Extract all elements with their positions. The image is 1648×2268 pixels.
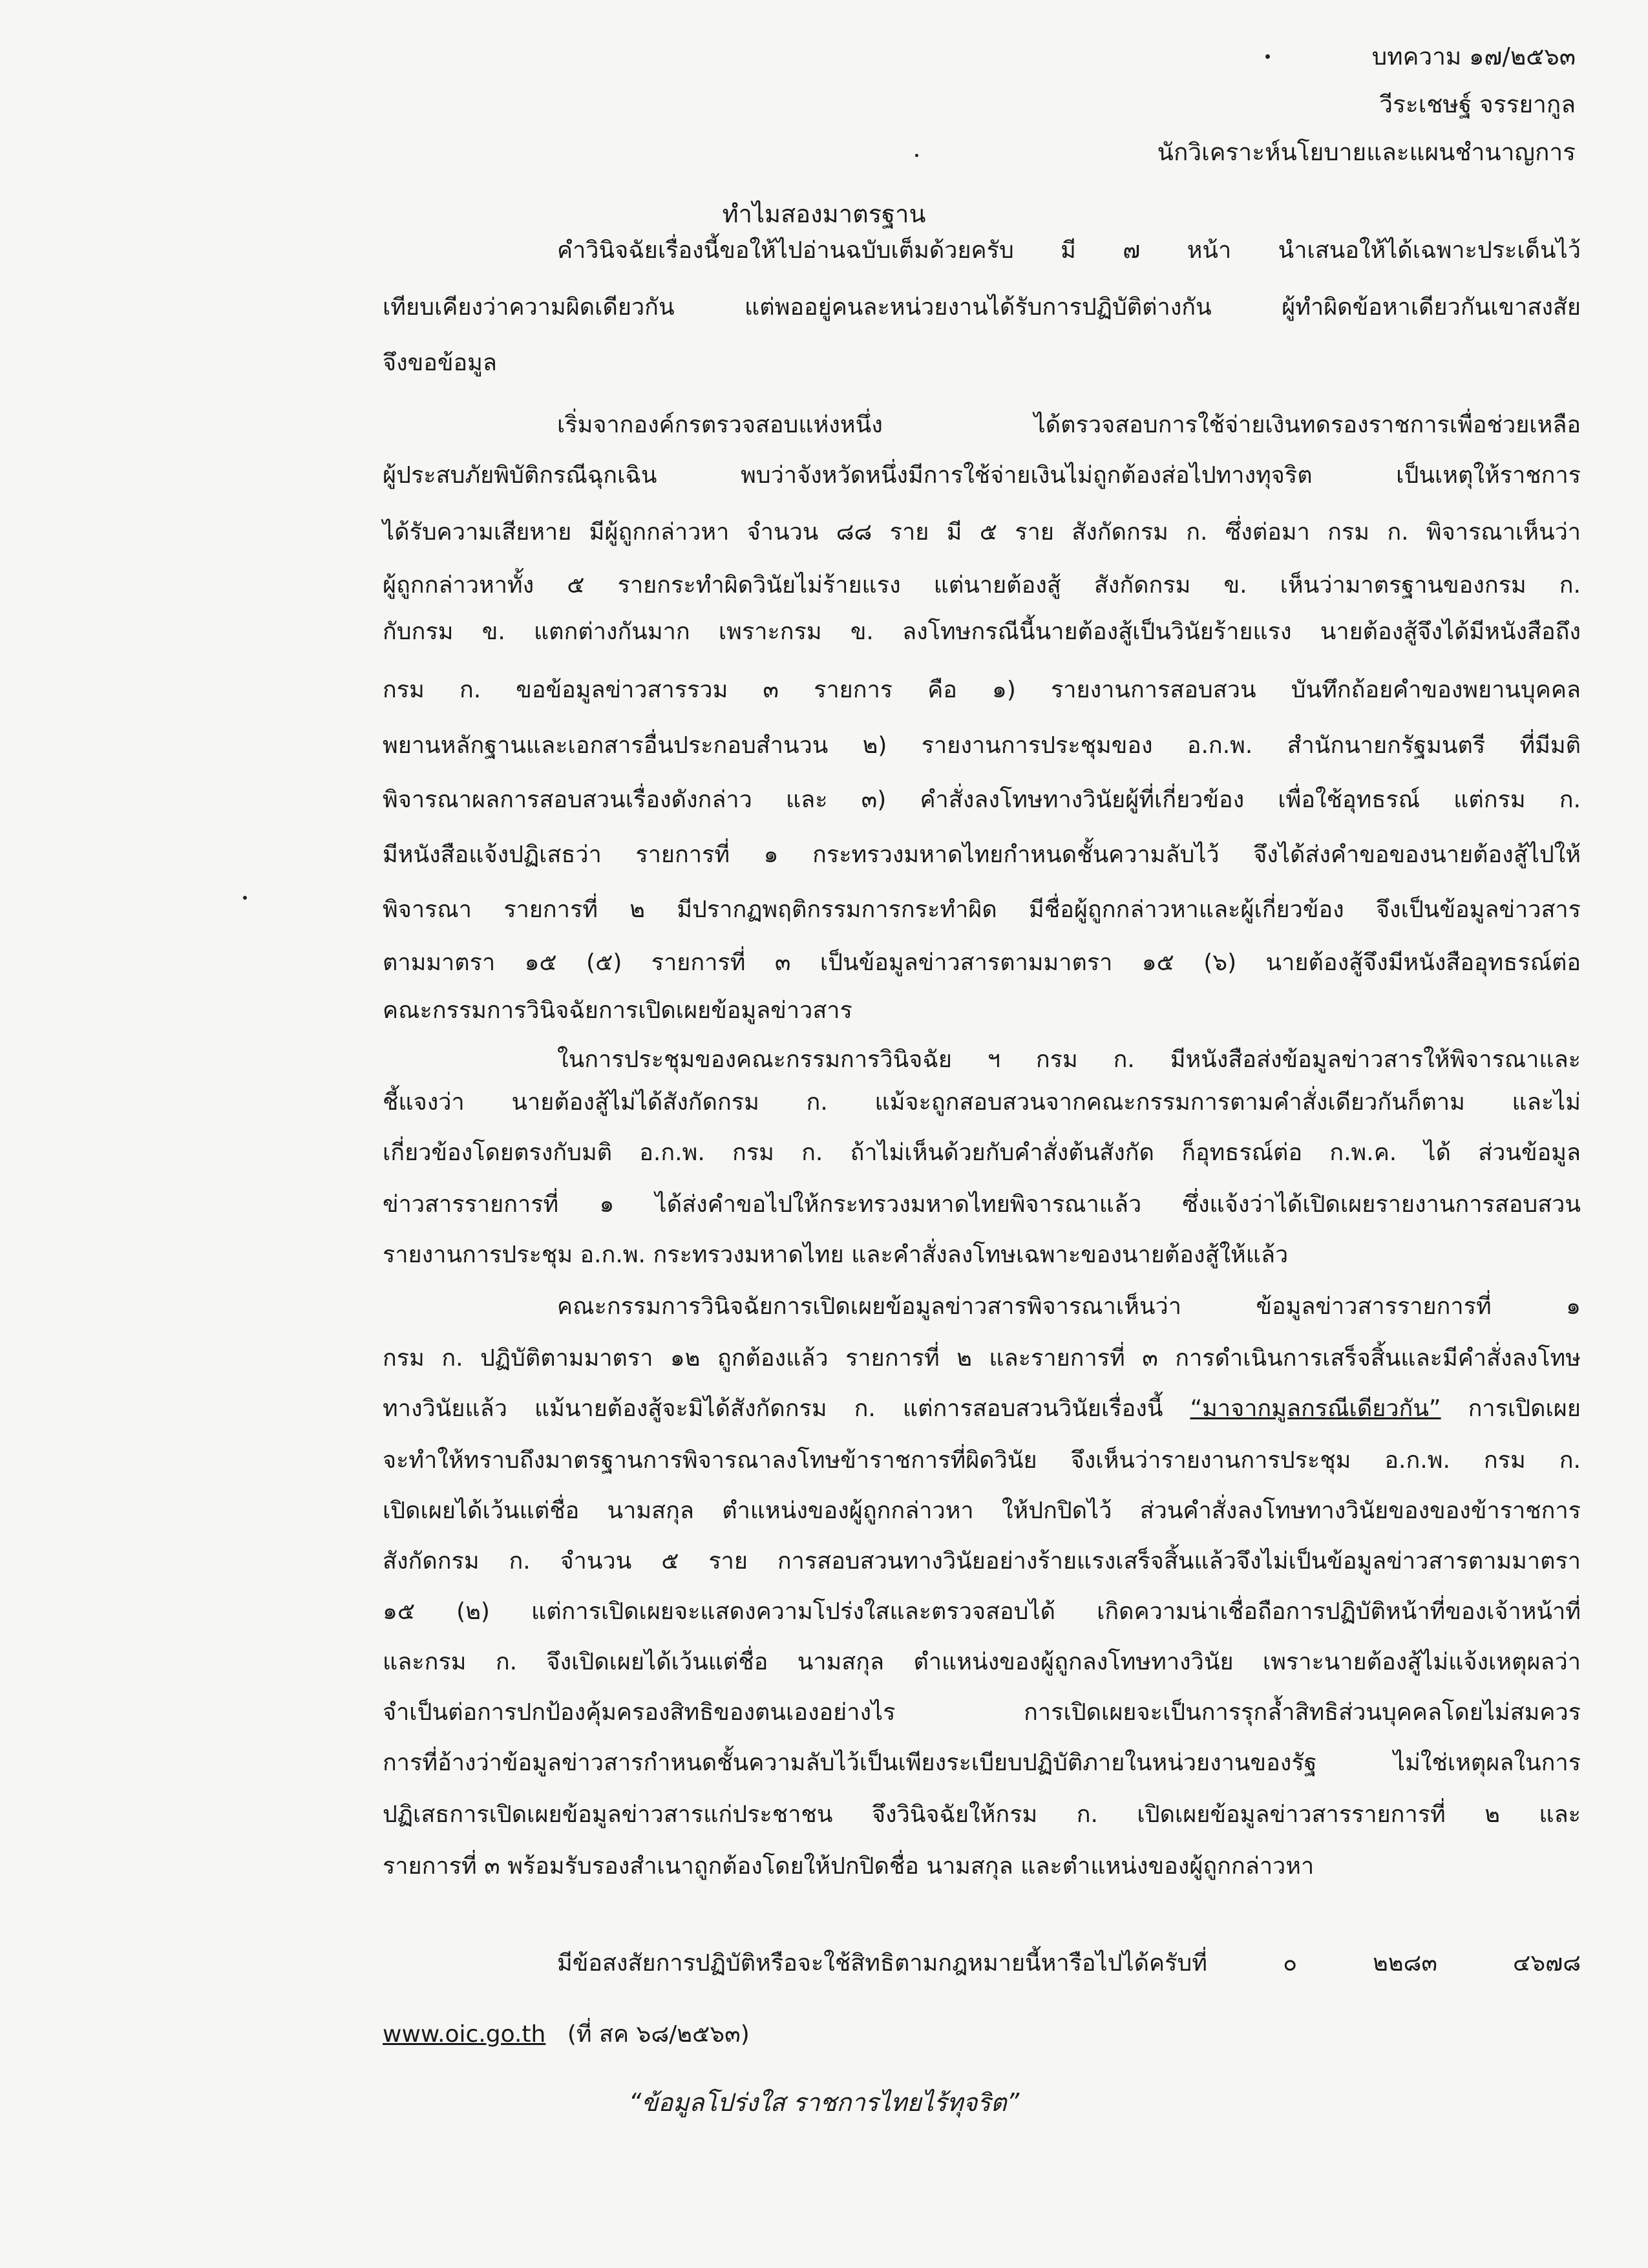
paragraph-1-line-1: คำวินิจฉัยเรื่องนี้ขอให้ไปอ่านฉบับเต็มด้วยครับ มี ๗ หน้า นำเสนอให้ได้เฉพาะประเด็นไว้ xyxy=(557,237,1581,264)
paragraph-4-line-11: ปฏิเสธการเปิดเผยข้อมูลข่าวสารแก่ประชาชน จึงวินิจฉัยให้กรม ก. เปิดเผยข้อมูลข่าวสารรายการที่ ๒ และ xyxy=(383,1801,1581,1828)
paragraph-2-line-5: กับกรม ข. แตกต่างกันมาก เพราะกรม ข. ลงโทษกรณีนี้นายต้องสู้เป็นวินัยร้ายแรง นายต้องสู้จึงได้มีหนังสือถึง xyxy=(383,619,1581,645)
paragraph-2-line-6: กรม ก. ขอข้อมูลข่าวสารรวม ๓ รายการ คือ ๑) รายงานการสอบสวน บันทึกถ้อยคำของพยานบุคคล xyxy=(383,677,1581,703)
paragraph-4-line-2: กรม ก. ปฏิบัติตามมาตรา ๑๒ ถูกต้องแล้ว รายการที่ ๒ และรายการที่ ๓ การดำเนินการเสร็จสิ้นและมีคำสั่งลงโทษ xyxy=(383,1345,1581,1372)
paragraph-1-line-3: จึงขอข้อมูล xyxy=(383,350,497,376)
paragraph-2-line-9: มีหนังสือแจ้งปฏิเสธว่า รายการที่ ๑ กระทรวงมหาดไทยกำหนดชั้นความลับไว้ จึงได้ส่งคำขอของนายต้องสู้ไปให้ xyxy=(383,842,1581,868)
scan-speck xyxy=(1265,54,1270,59)
paragraph-3-line-1: ในการประชุมของคณะกรรมการวินิจฉัย ฯ กรม ก. มีหนังสือส่งข้อมูลข่าวสารให้พิจารณาและ xyxy=(557,1046,1581,1073)
author-name: วีระเชษฐ์ จรรยากูล xyxy=(1379,90,1576,118)
paragraph-4-line-9: จำเป็นต่อการปกป้องคุ้มครองสิทธิของตนเองอย่างไร การเปิดเผยจะเป็นการรุกล้ำสิทธิส่วนบุคคลโดยไม่สมควร xyxy=(383,1699,1581,1726)
paragraph-4-line-4: จะทำให้ทราบถึงมาตรฐานการพิจารณาลงโทษข้าราชการที่ผิดวินัย จึงเห็นว่ารายงานการประชุม อ.ก.พ. กรม ก. xyxy=(383,1447,1581,1474)
paragraph-4-line-5: เปิดเผยได้เว้นแต่ชื่อ นามสกุล ตำแหน่งของผู้ถูกกล่าวหา ให้ปกปิดไว้ ส่วนคำสั่งลงโทษทางวินัยของของข้าราชการ xyxy=(383,1498,1581,1524)
article-title: ทำไมสองมาตรฐาน xyxy=(722,200,926,228)
paragraph-2-line-7: พยานหลักฐานและเอกสารอื่นประกอบสำนวน ๒) รายงานการประชุมของ อ.ก.พ. สำนักนายกรัฐมนตรี ที่มีมติ xyxy=(383,732,1581,759)
paragraph-4-line-1: คณะกรรมการวินิจฉัยการเปิดเผยข้อมูลข่าวสารพิจารณาเห็นว่า ข้อมูลข่าวสารรายการที่ ๑ xyxy=(557,1293,1581,1320)
scan-speck xyxy=(243,896,247,900)
paragraph-4-line-6: สังกัดกรม ก. จำนวน ๕ ราย การสอบสวนทางวินัยอย่างร้ายแรงเสร็จสิ้นแล้วจึงไม่เป็นข้อมูลข่าวสารตามมาตรา xyxy=(383,1548,1581,1574)
paragraph-1-line-2: เทียบเคียงว่าความผิดเดียวกัน แต่พออยู่คนละหน่วยงานได้รับการปฏิบัติต่างกัน ผู้ทำผิดข้อหาเดียวกันเขาสงสัย xyxy=(383,294,1581,321)
paragraph-3-line-4: ข่าวสารรายการที่ ๑ ได้ส่งคำขอไปให้กระทรวงมหาดไทยพิจารณาแล้ว ซึ่งแจ้งว่าได้เปิดเผยรายงานการสอบสวน xyxy=(383,1191,1581,1218)
paragraph-4-line-3: ทางวินัยแล้ว แม้นายต้องสู้จะมิได้สังกัดกรม ก. แต่การสอบสวนวินัยเรื่องนี้ “มาจากมูลกรณีเดียวกัน” การเปิดเผย xyxy=(383,1395,1581,1422)
contact-line: มีข้อสงสัยการปฏิบัติหรือจะใช้สิทธิตามกฎหมายนี้หารือไปได้ครับที่ ๐ ๒๒๘๓ ๔๖๗๘ xyxy=(557,1950,1581,1977)
author-position: นักวิเคราะห์นโยบายและแผนชำนาญการ xyxy=(1157,138,1576,166)
article-number: บทความ ๑๗/๒๕๖๓ xyxy=(1371,43,1576,70)
paragraph-2-line-12: คณะกรรมการวินิจฉัยการเปิดเผยข้อมูลข่าวสาร xyxy=(383,997,852,1024)
paragraph-2-line-11: ตามมาตรา ๑๕ (๕) รายการที่ ๓ เป็นข้อมูลข่าวสารตามมาตรา ๑๕ (๖) นายต้องสู้จึงมีหนังสืออุทธรณ์ต่อ xyxy=(383,949,1581,976)
paragraph-2-line-2: ผู้ประสบภัยพิบัติกรณีฉุกเฉิน พบว่าจังหวัดหนึ่งมีการใช้จ่ายเงินไม่ถูกต้องส่อไปทางทุจริต เป็นเหตุให้ราชการ xyxy=(383,462,1581,489)
scan-speck xyxy=(915,154,918,157)
paragraph-2-line-1: เริ่มจากองค์กรตรวจสอบแห่งหนึ่ง ได้ตรวจสอบการใช้จ่ายเงินทดรองราชการเพื่อช่วยเหลือ xyxy=(557,412,1581,438)
paragraph-4-line-8: และกรม ก. จึงเปิดเผยได้เว้นแต่ชื่อ นามสกุล ตำแหน่งของผู้ถูกลงโทษทางวินัย เพราะนายต้องสู้ไม่แจ้งเหตุผลว่า xyxy=(383,1649,1581,1675)
footer-reference xyxy=(383,2015,750,2052)
paragraph-4-line-10: การที่อ้างว่าข้อมูลข่าวสารกำหนดชั้นความลับไว้เป็นเพียงระเบียบปฏิบัติภายในหน่วยงานของรัฐ ไม่ใช่เหตุผลในการ xyxy=(383,1750,1581,1776)
paragraph-2-line-4: ผู้ถูกกล่าวหาทั้ง ๕ รายกระทำผิดวินัยไม่ร้ายแรง แต่นายต้องสู้ สังกัดกรม ข. เห็นว่ามาตรฐานของกรม ก. xyxy=(383,572,1581,599)
slogan: “ข้อมูลโปร่งใส ราชการไทยไร้ทุจริต” xyxy=(628,2088,1020,2117)
underlined-phrase: “มาจากมูลกรณีเดียวกัน” xyxy=(1190,1395,1441,1422)
reference-number: (ที่ สค ๖๘/๒๕๖๓) xyxy=(567,2021,750,2048)
paragraph-3-line-5: รายงานการประชุม อ.ก.พ. กระทรวงมหาดไทย และคำสั่งลงโทษเฉพาะของนายต้องสู้ให้แล้ว xyxy=(383,1242,1289,1268)
website-link[interactable]: www.oic.go.th xyxy=(383,2021,546,2048)
paragraph-4-line-7: ๑๕ (๒) แต่การเปิดเผยจะแสดงความโปร่งใสและตรวจสอบได้ เกิดความน่าเชื่อถือการปฏิบัติหน้าที่ของเจ้าหน้าที่ xyxy=(383,1598,1581,1625)
paragraph-2-line-10: พิจารณา รายการที่ ๒ มีปรากฏพฤติกรรมการกระทำผิด มีชื่อผู้ถูกกล่าวหาและผู้เกี่ยวข้อง จึงเป็นข้อมูลข่าวสาร xyxy=(383,896,1581,923)
paragraph-3-line-3: เกี่ยวข้องโดยตรงกับมติ อ.ก.พ. กรม ก. ถ้าไม่เห็นด้วยกับคำสั่งต้นสังกัด ก็อุทธรณ์ต่อ ก.พ.ค. ได้ ส่วนข้อมูล xyxy=(383,1139,1581,1166)
paragraph-3-line-2: ชี้แจงว่า นายต้องสู้ไม่ได้สังกัดกรม ก. แม้จะถูกสอบสวนจากคณะกรรมการตามคำสั่งเดียวกันก็ตาม และไม่ xyxy=(383,1089,1581,1116)
paragraph-2-line-3: ได้รับความเสียหาย มีผู้ถูกกล่าวหา จำนวน ๘๘ ราย มี ๕ ราย สังกัดกรม ก. ซึ่งต่อมา กรม ก. พิจารณาเห็นว่า xyxy=(383,519,1581,546)
paragraph-2-line-8: พิจารณาผลการสอบสวนเรื่องดังกล่าว และ ๓) คำสั่งลงโทษทางวินัยผู้ที่เกี่ยวข้อง เพื่อใช้อุทธรณ์ แต่กรม ก. xyxy=(383,787,1581,813)
paragraph-4-line-12: รายการที่ ๓ พร้อมรับรองสำเนาถูกต้องโดยให้ปกปิดชื่อ นามสกุล และตำแหน่งของผู้ถูกกล่าวหา xyxy=(383,1853,1315,1880)
